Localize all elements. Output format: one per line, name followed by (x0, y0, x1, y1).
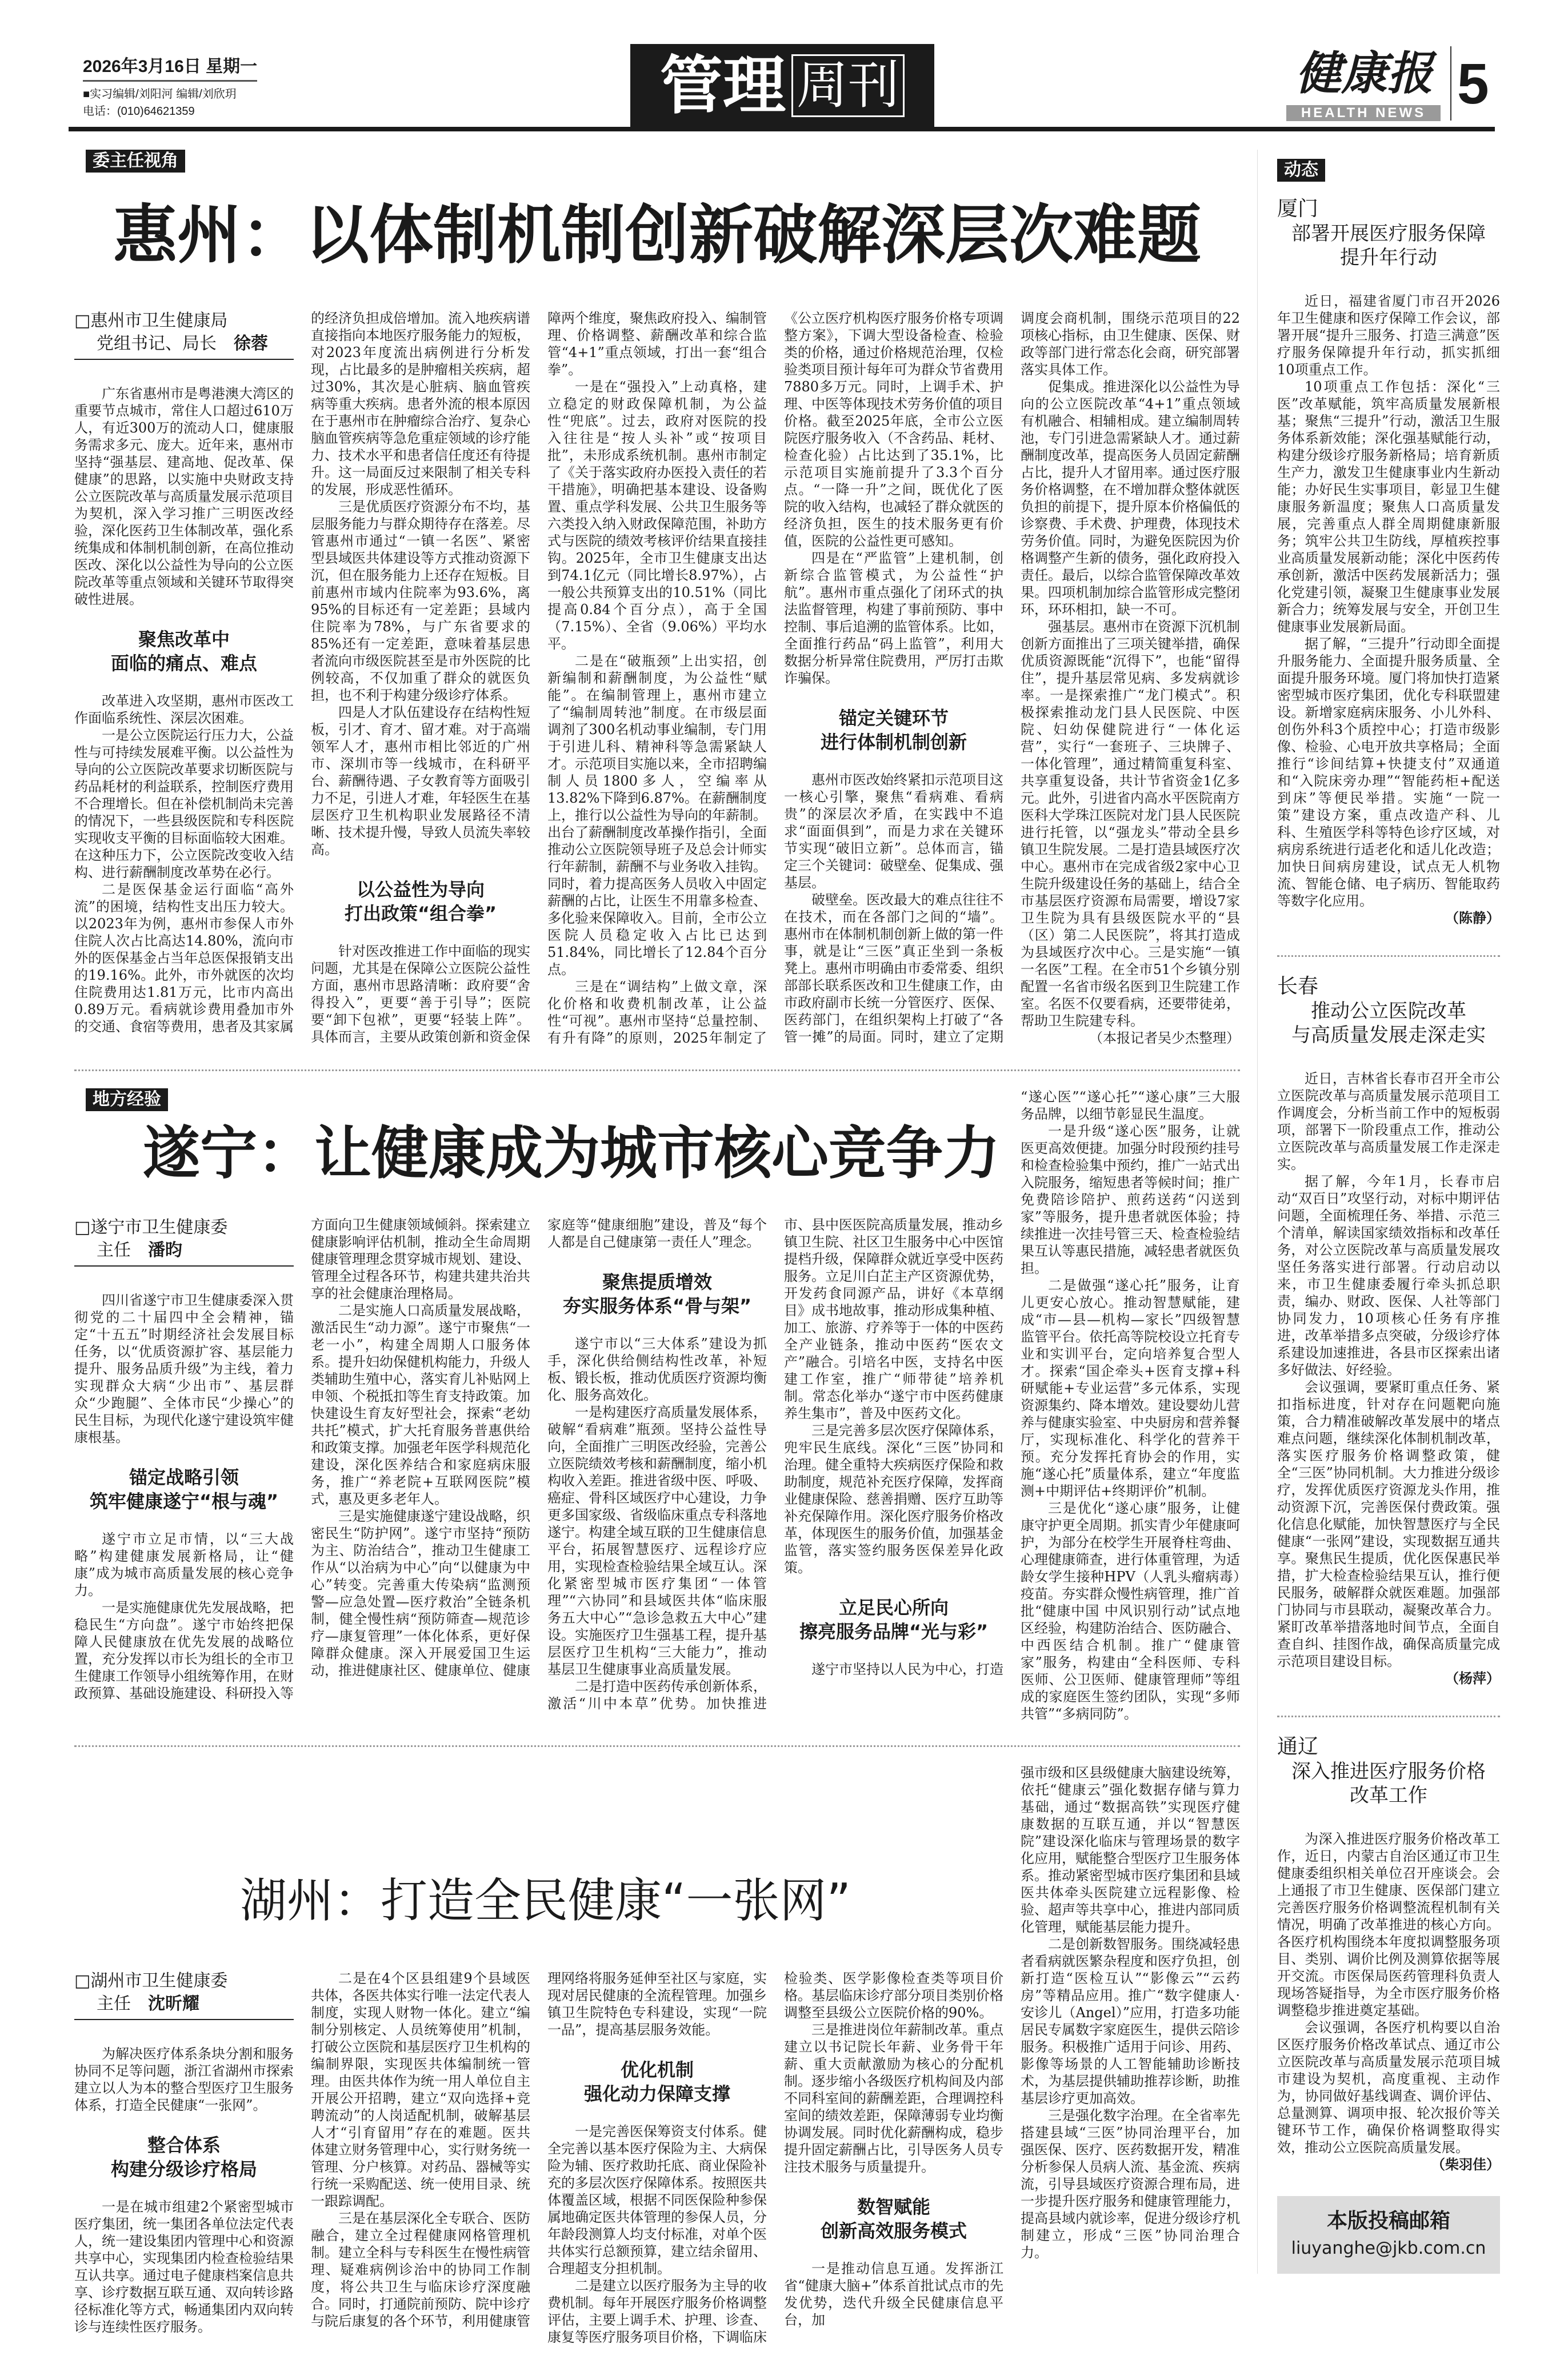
news-body (1277, 293, 1500, 927)
paragraph: 四是人才队伍建设存在结构性短板，引才、育才、留才难。对于高端领军人才，惠州市相比邻近的广州市、深圳市等一线城市，在科研平台、薪酬待遇、子女教育等方面吸引力不足，引进人才难，年轻医生在基层医疗卫生机构职业发展路径不清晰、技术提升慢，导致人员流失率较高。 (311, 704, 530, 858)
article-text (1021, 1088, 1240, 1722)
paragraph: 一是升级“遂心医”服务，让就医更高效便捷。加强分时段预约挂号和检查检验集中预约，推广一站式出入院服务，缩短患者等候时间；推广免费陪诊陪护、煎药送药“闪送到家”等服务，提升患者就医体验；持续推进一次挂号管三天、检查检验结果互认等惠民措施，减轻患者就医负担。 (1021, 1123, 1240, 1276)
byline (74, 310, 294, 360)
paragraph: 三是优质医疗资源分布不均，基层服务能力与群众期待存在落差。尽管惠州市通过“一镇一名医”、紧密型县域医共体建设等方式推动资源下沉，但在服务能力上还存在短板。目前惠州市域内住院率为93.6%，离95%的目标还有一定差距；县域内住院率为78%，与广东省要求的85%还有一定差距，意味着基层患者流向市级医院甚至是市外医院的比例较高，不仅加重了群众的就医负担，也不利于构建分级诊疗体系。 (311, 499, 530, 703)
paragraph: 二是建立以医疗服务为主导的收费机制。每年开展医疗服务价格调整评估，主要上调手术、护理、诊查、康复等医疗服务项目价格，下调临床检验类、医学影像检查类等项目价格。基层临床诊疗部分项目类别价格调整至县级公立医院价格的90%。 (547, 1970, 1003, 2345)
paragraph: 二是在4个区县组建9个县域医共体，各医共体实行唯一法定代表人制度，实现人财物一体化。建立“编制分别核定、人员统筹使用”机制，打破公立医院和基层医疗卫生机构的编制界限，实现医共体编制统一管理。由医共体作为统一用人单位自主开展公开招聘，建立“双向选择+竞聘流动”的人岗适配机制，破解基层人才“引育留用”存在的难题。医共体建立财务管理中心，实行财务统一管理、分户核算。对药品、器械等实行统一采购配送、统一使用目录、统一跟踪调配。 (311, 1970, 530, 2209)
section-tag-local-experience: 地方经验 (86, 1088, 168, 1111)
news-title-line: 部署开展医疗服务保障 (1291, 222, 1486, 245)
paragraph: 三是在“调结构”上做文章，深化价格和收费机制改革，让公益性“可视”。惠州市坚持“总量控制、有升有降”的原则，2025年制定了《公立医疗机构医疗服务价格专项调整方案》，下调大型设备检查、检验类的价格，通过价格规范治理，仅检验类项目预计每年可为群众节省费用7880多万元。同时，上调手术、护理、中医等体现技术劳务价值的项目价格。截至2025年底，全市公立医院医疗服务收入（不含药品、耗材、检查化验）占比达到了35.1%，比示范项目实施前提升了3.3个百分点。“一降一升”之间，既优化了医院的收入结构，也减轻了群众就医的经济负担，医生的技术服务更有价值，医院的公益性更可感知。 (547, 310, 1003, 1046)
article-huizhou-body (74, 310, 1240, 1047)
byline-name: 徐蓉 (234, 334, 268, 354)
news-item-changchun (1277, 974, 1500, 1687)
paragraph: 强基层。惠州市在资源下沉机制创新方面推出了三项关键举措，确保优质资源既能“沉得下”，也能“留得住”，提升基层常见病、多发病就诊率。一是探索推广“龙门模式”。积极探索推动龙门县人民医院、中医院、妇幼保健院进行“一体化运营”，实行“一套班子、三块牌子、一体化管理”，通过精简重复科室、共享重复设备，共计节省资金1亿多元。此外，引进省内高水平医院南方医科大学珠江医院对龙门县人民医院进行托管，以“强龙头”带动全县乡镇卫生院发展。二是打造县域医疗次中心。惠州市在完成省级2家中心卫生院升级建设任务的基础上，结合全市基层医疗资源布局需要，增设7家卫生院为具有县级医院水平的“县（区）第二人民医院”，将其打造成为县域医疗次中心。三是实施“一镇一名医”工程。在全市51个乡镇分别配置一名省市级名医到卫生院建工作室。名医不仅要看病，还要带徒弟，帮助卫生院建专科。 (1021, 619, 1240, 1029)
paragraph: 一是推动信息互通。发挥浙江省“健康大脑+”体系首批试点市的先发优势，迭代升级全民健康信息平台，加 (784, 2261, 1003, 2328)
article-text (74, 1970, 1003, 2346)
news-city: 厦门 (1277, 197, 1319, 221)
main-articles (74, 150, 1240, 2346)
paragraph: 三是在基层深化全专联合、医防融合，建立全过程健康网格管理机制。建立全科与专科医生在慢性病管理、疑难病例诊治中的协同工作制度，将公共卫生与临床诊疗深度融合。同时，打通院前预防、院中诊疗与院后康复的各个环节，利用健康管理网络将服务延伸至社区与家庭，实现对居民健康的全流程管理。加强乡镇卫生院特色专科建设，实现“一院一品”，提高基层服务效能。 (311, 1970, 767, 2329)
section-divider (74, 1069, 1240, 1071)
news-title-line: 提升年行动 (1340, 246, 1437, 269)
subheading: 优化机制 强化动力保障支撑 (583, 2059, 730, 2105)
article-huzhou-last-column (1021, 1764, 1240, 2261)
masthead-title-main: 管理 (660, 49, 786, 122)
paragraph: 为深入推进医疗服务价格改革工作，近日，内蒙古自治区通辽市卫生健康委组织相关单位召开座谈会。会上通报了市卫生健康、医保部门建立完善医疗服务价格调整流程机制有关情况，明确了改革推进的核心方向。各医疗机构围绕本年度拟调整服务项目、类别、调价比例及测算依据等展开交流。市医保局医药管理科负责人现场答疑指导，为全市医疗服务价格调整稳步推进奠定基础。 (1277, 1831, 1500, 2018)
subheading: 立足民心所向 擦亮服务品牌“光与彩” (799, 1597, 989, 1642)
headline-suining: 遂宁：让健康成为城市核心竞争力 (143, 1120, 1000, 1187)
article-suining-main (74, 1088, 1003, 1712)
byline-org: □湖州市卫生健康委 (74, 1971, 228, 1991)
news-title-line: 推动公立医院改革 (1311, 1000, 1466, 1023)
paragraph: 遂宁市以“三大体系”建设为抓手，深化供给侧结构性改革，补短板、锻长板，推动优质医疗资源均衡化、服务高效化。 (547, 1336, 767, 1403)
submission-email[interactable]: liuyanghe@jkb.com.cn (1291, 2238, 1486, 2258)
byline-name: 沈昕耀 (148, 1994, 199, 2014)
author-credit: （陈静） (1445, 909, 1500, 926)
byline-title: 主任 (97, 1240, 131, 1260)
editor-credits: ■实习编辑/刘阳河 编辑/刘欣玥 (83, 88, 237, 101)
paragraph: 二是实施人口高质量发展战略，激活民生“动力源”。遂宁市聚焦“一老一小”，构建全周期人口服务体系。提升妇幼保健机构能力，升级人类辅助生殖中心，落实育儿补贴网上申领、个税抵扣等生育支持政策。加快建设生育友好型社会，探索“老幼共托”模式，扩大托育服务普惠供给和政策支撑。加强老年医学科规范化建设，深化医养结合和家庭病床服务，推广“养老院+互联网医院”模式，惠及更多老年人。 (311, 1303, 530, 1507)
paragraph: 惠州市医改始终紧扣示范项目这一核心引擎，聚焦“看病难、看病贵”的深层次矛盾，在实践中不追求“面面俱到”，而是力求在关键环节实现“破旧立新”。总体而言，锚定三个关键词：破壁垒、促集成、强基层。 (784, 772, 1003, 891)
paragraph: 三是推进岗位年薪制改革。重点建立以书记院长年薪、业务骨干年薪、重大贡献激励为核心的分配机制。逐步缩小各级医疗机构间及内部不同科室间的薪酬差距，合理调控科室间的绩效差距，保障薄弱专业均衡协调发展。同时优化薪酬构成，稳步提升固定薪酬占比，引导医务人员专注技术服务与质量提升。 (784, 2022, 1003, 2175)
news-title-line: 深入推进医疗服务价格 (1291, 1760, 1486, 1783)
paragraph: 四川省遂宁市卫生健康委深入贯彻党的二十届四中全会精神，锚定“十五五”时期经济社会发展目标任务，以“优质资源扩容、基层能力提升、服务品质升级”为主线，着力实现群众大病“少出市”、基层群众“少跑腿”、全体市民“少操心”的民生目标，为现代化遂宁建设筑牢健康根基。 (74, 1292, 294, 1445)
paragraph-continued: 强市级和区县级健康大脑建设统筹，依托“健康云”强化数据存储与算力基础，通过“数据高铁”实现医疗健康数据的互联互通，并以“智慧医院”建设深化临床与管理场景的数字化应用，赋能整合型医疗卫生服务体系。推动紧密型城市医疗集团和县域医共体牵头医院建立远程影像、检验、超声等共享中心，推进内部同质化管理，赋能基层能力提升。 (1021, 1765, 1240, 1935)
subheading: 聚焦改革中 面临的痛点、难点 (110, 628, 257, 674)
paragraph: 据了解，“三提升”行动即全面提升服务能力、全面提升服务质量、全面提升服务环境。厦门将加快打造紧密型城市医疗集团，优化专科联盟建设。新增家庭病床服务、小儿外科、创伤外科3个质控中心；打造市级影像、检验、心电开放共享格局；全面推行“诊间结算+快捷支付”双通道和“入院床旁办理”“智能药柜+配送到床”等便民举措。实施“一院一策”建设方案，重点改造产科、儿科、生殖医学科等特色诊疗区域，对病房系统进行适老化和适儿化改造；加快日间病房建设，试点无人机物流、智能仓储、电子病历、智能取药等数字化应用。 (1277, 636, 1500, 909)
section-masthead (630, 44, 934, 127)
paragraph: 三是优化“遂心康”服务，让健康守护更全周期。抓实青少年健康呵护，为部分在校学生开展脊柱弯曲、心理健康筛查，进行体重管理，为适龄女学生接种HPV（人乳头瘤病毒）疫苗。夯实群众慢性病管理，推广首批“健康中国 中风识别行动”试点地区经验，构建防治结合、医防融合、中西医结合机制。推广“健康管家”服务，构建由“全科医师、专科医师、公卫医师、健康管理师”等组成的家庭医生签约团队，实现“多师共管”“多病同防”。 (1021, 1500, 1240, 1722)
news-item-xiamen (1277, 197, 1500, 927)
news-city: 通辽 (1277, 1735, 1319, 1758)
byline-org: □遂宁市卫生健康委 (74, 1217, 228, 1237)
subheading: 聚焦提质增效 夯实服务体系“骨与架” (562, 1271, 752, 1317)
submission-label: 本版投稿邮箱 (1326, 2209, 1450, 2233)
paragraph: 一是在“强投入”上动真格，建立稳定的财政保障机制，为公益性“兜底”。过去，政府对医院的投入往往是“按人头补”或“按项目批”，未形成系统机制。惠州市制定了《关于落实政府办医投入责任的若干措施》，明确把基本建设、设备购置、重点学科发展、公共卫生服务等六类投入纳入财政保障范围，补助方式与医院的绩效考核评价结果直接挂钩。2025年，全市卫生健康支出达到74.1亿元（同比增长8.97%），占一般公共预算支出的10.51%（同比提高0.84个百分点），高于全国（7.15%）、全省（9.06%）平均水平。 (547, 379, 767, 652)
byline-title: 党组书记、局长 (97, 334, 217, 354)
paragraph: 一是实施健康优先发展战略，把稳民生“方向盘”。遂宁市始终把保障人民健康放在优先发展的战略位置，充分发挥以市长为组长的全市卫生健康工作领导小组统筹作用，在财政预算、基础设施建设、科研投入等方面向卫生健康领域倾斜。探索建立健康影响评估机制，推动全生命周期健康管理理念贯穿城市规划、建设、管理全过程各环节，构建共建共治共享的社会健康治理格局。 (74, 1217, 530, 1701)
paragraph: 二是在“破瓶颈”上出实招，创新编制和薪酬制度，为公益性“赋能”。在编制管理上，惠州市建立了“编制周转池”制度。在市级层面调剂了300名机动事业编制，专门用于引进儿科、精神科等急需紧缺人才。示范项目实施以来，全市招聘编制人员1800多人，空编率从13.82%下降到6.87%。在薪酬制度上，推行以公益性为导向的年薪制。出台了薪酬制度改革操作指引，全面推动公立医院领导班子及总会计师实行年薪制，薪酬不与业务收入挂钩。同时，着力提高医务人员收入中固定薪酬的占比，让医生不用靠多检查、多化验来保障收入。目前，全市公立医院人员稳定收入占比已达到51.84%，同比增长了12.84个百分点。 (547, 653, 767, 977)
news-title-line: 改革工作 (1350, 1784, 1427, 1807)
header-rule (69, 127, 1495, 131)
news-divider (1277, 1716, 1500, 1717)
paragraph: 广东省惠州市是粤港澳大湾区的重要节点城市，常住人口超过610万人，有近300万的流动人口，健康服务需求多元、庞大。近年来，惠州市坚持“强基层、建高地、促改革、保健康”的思路，以实施中央财政支持公立医院改革与高质量发展示范项目为契机，深入学习推广三明医改经验，深化医药卫生体制改革，强化系统集成和体制机制创新，在高位推动医改、深化以公益性为导向的公立医院改革等重点领域和关键环节取得突破性进展。 (74, 386, 294, 607)
paragraph: 三是强化数字治理。在全省率先搭建县域“三医”协同治理平台，加强医保、医疗、医药数据开发，精准分析参保人员病人流、基金流、疾病流，引导县域医疗资源合理布局，进一步提升医疗服务和健康管理能力，提高县域内就诊率，促进分级诊疗机制建立，形成“三医”协同治理合力。 (1021, 2107, 1240, 2261)
submission-box (1277, 2196, 1500, 2274)
newspaper-logo: 健康报 (1295, 46, 1433, 100)
article-huzhou-body (74, 1970, 1003, 2346)
editor-phone: 电话：(010)64621359 (83, 105, 195, 118)
news-body (1277, 1830, 1500, 2173)
news-divider (1277, 955, 1500, 957)
byline (74, 1970, 294, 2020)
paragraph: 一是完善医保筹资支付体系。健全完善以基本医疗保险为主、大病保险为辅、医疗救助托底、商业保险补充的多层次医疗保障体系。按照医共体覆盖区域，根据不同医保险种参保属地确定医共体管理的参保人员，分年龄段测算人均支付标准，对单个医共体实行总额预算，建立结余留用、合理超支分担机制。 (547, 2123, 767, 2277)
logo-divider (1450, 46, 1451, 121)
author-credit: （本报记者吴少杰整理） (1089, 1030, 1240, 1046)
article-text (74, 1216, 1003, 1712)
paragraph-continued: “遂心医”“遂心托”“遂心康”三大服务品牌，以细节彰显民生温度。 (1021, 1089, 1240, 1122)
paragraph: 遂宁市坚持以人民为中心，打造 (811, 1661, 1003, 1677)
paragraph: 三是实施健康遂宁建设战略，织密民生“防护网”。遂宁市坚持“预防为主、防治结合”，推动卫生健康工作从“以治病为中心”向“以健康为中心”转变。完善重大传染病“监测预警—应急处置—医疗救治”全链条机制，健全慢性病“预防筛查—规范诊疗—康复管理”一体化体系，更好保障群众健康。深入开展爱国卫生运动，推进健康社区、健康单位、健康家庭等“健康细胞”建设，普及“每个人都是自己健康第一责任人”理念。 (311, 1217, 767, 1678)
paragraph: 二是打造中医药传承创新体系，激活“川中本草”优势。加快推进市、县中医医院高质量发展，推动乡镇卫生院、社区卫生服务中心中医馆提档升级，保障群众就近享受中医药服务。立足川白芷主产区资源优势，开发药食同源产品，讲好《本草纲目》成书地故事，推动形成集种植、加工、旅游、疗养等于一体的中医药全产业链条，推动中医药“医农文产”融合。引培名中医，支持名中医建工作室，推广“师带徒”培养机制。常态化举办“遂宁市中医药健康养生集市”，普及中医药文化。 (547, 1217, 1003, 1712)
news-city: 长春 (1277, 975, 1319, 998)
section-tag-news: 动态 (1277, 159, 1325, 182)
date-divider (83, 80, 257, 82)
paragraph: 一是在城市组建2个紧密型城市医疗集团，统一集团各单位法定代表人，统一建设集团内管理中心和资源共享中心，实现集团内检查检验结果互认共享。通过电子健康档案信息共享、诊疗数据互联互通、双向转诊路径标准化等方式，畅通集团内双向转诊与连续性医疗服务。 (74, 2199, 294, 2335)
byline (74, 1216, 294, 1267)
paragraph: 二是医保基金运行面临“高外流”的困境，结构性支出压力较大。以2023年为例，惠州市参保人市外住院人次占比高达14.80%，流向市外的医保基金占当年总医保报销支出的19.16%。此外，市外就医的次均住院费用达1.81万元，比市内高出0.89万元。看病就诊费用叠加市外的交通、食宿等费用，患者及其家属的经济负担成倍增加。流入地疾病谱直接指向本地医疗服务能力的短板，对2023年度流出病例进行分析发现，占比最多的是肿瘤相关疾病，超过30%，其次是心脏病、脑血管疾病等重大疾病。患者外流的根本原因在于惠州市在肿瘤综合治疗、复杂心脑血管疾病等急危重症领域的诊疗能力、技术水平和患者信任度还有待提升。这一局面反过来限制了相关专科的发展，形成恶性循环。 (74, 310, 530, 1035)
paragraph: 二是做强“遂心托”服务，让育儿更安心放心。推动智慧赋能，建成“市—县—机构—家长”四级智慧监管平台。依托高等院校设立托育专业和实训平台，定向培养复合型人才。探索“国企牵头+医育支撑+科研赋能+专业运营”多元体系，实现资源集约、降本增效。建设婴幼儿营养与健康实验室、中央厨房和营养餐厅，实现标准化、科学化的营养干预。充分发挥托育协会的作用，实施“遂心托”质量体系，建立“年度监测+中期评估+终期评价”机制。 (1021, 1277, 1240, 1499)
paragraph: 促集成。推进深化以公益性为导向的公立医院改革“4+1”重点领域有机融合、相辅相成。建立编制周转池，专门引进急需紧缺人才。通过薪酬制度改革，提高医务人员固定薪酬占比，提升人才留用率。通过医疗服务价格调整，在不增加群众整体就医负担的前提下，提升原本价格偏低的诊察费、手术费、护理费，体现技术劳务价值。同时，为避免医院因为价格调整产生新的债务，强化政府投入责任。最后，以综合监管保障改革效果。四项机制加综合监管形成完整闭环，环环相扣，缺一不可。 (1021, 379, 1240, 618)
paragraph: 会议强调，要紧盯重点任务、紧扣指标进度，针对存在问题靶向施策，合力精准破解改革发展中的堵点难点问题，继续深化体制机制改革，落实医疗服务价格调整政策，健全“三医”协同机制。大力推进分级诊疗，发挥优质医疗资源龙头作用，推动资源下沉，完善医保付费政策。强化信息化赋能，加快智慧医疗与全民健康“一张网”建设，实现数据互通共享。聚焦民生提质，优化医保惠民举措，扩大检查检验结果互认，推行便民服务，破解群众就医难题。加强部门协同与市县联动，凝聚改革合力。紧盯改革举措落地时间节点，全面自查自纠、挂图作战，确保高质量完成示范项目建设目标。 (1277, 1379, 1500, 1669)
paragraph: 四是在“严监管”上建机制，创新综合监管模式，为公益性“护航”。惠州市重点强化了闭环式的执法监督管理，构建了事前预防、事中控制、事后追溯的监管体系。比如，全面推行药品“码上监管”，利用大数据分析异常住院费用，严厉打击欺诈骗保。 (784, 550, 1003, 686)
paragraph: 10项重点工作包括：深化“三医”改革赋能，筑牢高质量发展新根基；聚焦“三提升”行动，激活卫生服务体系新效能；深化强基赋能行动，构建分级诊疗服务新格局；培育新质生产力，激发卫生健康事业内生新动能；办好民生实事项目，彰显卫生健康服务新温度；聚焦人口高质量发展，完善重点人群全周期健康新服务；筑牢公共卫生防线，厚植疾控事业高质量发展新动能；深化中医药传承创新，激活中医药发展新活力；强化党建引领，凝聚卫生健康事业发展新合力；统筹发展与安全，开创卫生健康事业发展新局面。 (1277, 379, 1500, 635)
paragraph: 一是构建医疗高质量发展体系，破解“看病难”瓶颈。坚持公益性导向，全面推广三明医改经验，完善公立医院绩效考核和薪酬制度，缩小机构收入差距。推进省级中医、呼吸、癌症、骨科区域医疗中心建设，力争更多国家级、省级临床重点专科落地遂宁。构建全域互联的卫生健康信息平台，拓展智慧医疗、远程诊疗应用，实现检查检验结果全域互认。深化紧密型城市医疗集团“一体管理”“六协同”和县域医共体“临床服务五大中心”“急诊急救五大中心”建设。实施医疗卫生强基工程，提升基层医疗卫生机构“三大能力”，推动基层卫生健康事业高质量发展。 (547, 1404, 767, 1677)
headline-huzhou: 湖州：打造全民健康“一张网” (240, 1874, 851, 1928)
headline-huizhou: 惠州：以体制机制创新破解深层次难题 (113, 198, 1201, 273)
byline-org: □惠州市卫生健康局 (74, 311, 228, 331)
newspaper-logo-english: HEALTH NEWS (1286, 105, 1441, 121)
byline-name: 潘昀 (148, 1240, 182, 1260)
paragraph: 据了解，今年1月，长春市启动“双百日”攻坚行动，对标中期评估问题，全面梳理任务、举措、示范三个清单，解读国家绩效指标和改革任务，对公立医院改革与高质量发展攻坚任务落实进行部署。行动启动以来，市卫生健康委履行牵头抓总职责，编办、财政、医保、人社等部门协同发力，10项核心任务有序推进，改革举措多点突破，分级诊疗体系建设加速推进，各县市区探索出诸多好做法、好经验。 (1277, 1173, 1500, 1378)
paragraph: 近日，福建省厦门市召开2026年卫生健康和医疗保障工作会议，部署开展“提升三服务、打造三满意”医疗服务保障提升年行动，抓实抓细10项重点工作。 (1277, 293, 1500, 378)
page-number: 5 (1457, 52, 1489, 116)
article-text (1021, 1764, 1240, 2261)
paragraph: 针对医改推进工作中面临的现实问题，尤其是在保障公立医院公益性方面，惠州市思路清晰：政府要“舍得投入”，更要“善于引导”；医院要“卸下包袱”，更要“轻装上阵”。具体而言，主要从政策创新和资金保障两个维度，聚焦政府投入、编制管理、价格调整、薪酬改革和综合监管“4+1”重点领域，打出一套“组合拳”。 (311, 310, 767, 1045)
section-tag-director-view: 委主任视角 (86, 150, 185, 173)
paragraph: 改革进入攻坚期，惠州市医改工作面临系统性、深层次困难。 (74, 693, 294, 726)
subheading: 以公益性为导向 打出政策“组合拳” (344, 879, 497, 924)
article-suining-body (74, 1216, 1003, 1712)
subheading: 整合体系 构建分级诊疗格局 (110, 2134, 257, 2180)
news-sidebar (1257, 150, 1500, 2274)
article-huzhou (74, 1764, 1240, 2346)
paragraph: 破壁垒。医改最大的难点往往不在技术，而在各部门之间的“墙”。惠州市在体制机制创新上做的第一件事，就是让“三医”真正坐到一条板凳上。惠州市明确由市委常委、组织部部长联系医改和卫生健康工作，由市政府副市长统一分管医疗、医保、医药部门，在组织架构上打破了“各管一摊”的局面。同时，建立了定期调度会商机制，围绕示范项目的22项核心指标，由卫生健康、医保、财政等部门进行常态化会商，研究部署落实具体工作。 (784, 310, 1240, 1045)
news-item-tongliao (1277, 1734, 1500, 2173)
subheading: 锚定战略引领 筑牢健康遂宁“根与魂” (89, 1467, 279, 1512)
page-body (0, 150, 1564, 2380)
author-credit: （杨萍） (1445, 1670, 1500, 1686)
article-suining-last-column (1021, 1088, 1240, 1722)
news-title-line: 与高质量发展走深走实 (1291, 1024, 1486, 1047)
subheading: 数智赋能 创新高效服务模式 (820, 2196, 967, 2242)
paragraph: 遂宁市立足市情，以“三大战略”构建健康发展新格局，让“健康”成为城市高质量发展的核心竞争力。 (74, 1531, 294, 1598)
paragraph: 二是创新数智服务。围绕减轻患者看病就医繁杂程度和医疗负担，创新打造“医检互认”“影像云”“云药房”等精品应用。推广“数字健康人·安诊儿（Angel）”应用，打造多功能居民专属数字家庭医生，提供云陪诊服务。积极推广适用于问诊、用药、影像等场景的人工智能辅助诊断技术，为基层提供辅助推荐诊断，助推基层诊疗更加高效。 (1021, 1936, 1240, 2106)
article-suining (74, 1088, 1240, 1722)
paragraph: 近日，吉林省长春市召开全市公立医院改革与高质量发展示范项目工作调度会，分析当前工作中的短板弱项，部署下一阶段重点工作，推动公立医院改革与高质量发展工作走深走实。 (1277, 1071, 1500, 1172)
paragraph: 一是公立医院运行压力大，公益性与可持续发展难平衡。以公益性为导向的公立医院改革要求切断医院与药品耗材的利益联系，控制医疗费用不合理增长。但在补偿机制尚未完善的情况下，一些县级医院和专科医院实现收支平衡的目标面临较大困难。在这种压力下，公立医院改变收入结构、进行薪酬制度改革势在必行。 (74, 727, 294, 880)
subheading: 锚定关键环节 进行体制机制创新 (820, 707, 967, 753)
byline-title: 主任 (97, 1994, 131, 2014)
paragraph: 会议强调，各医疗机构要以自治区医疗服务价格改革试点、通辽市公立医院改革与高质量发展示范项目城市建设为契机，高度重视、主动作为，协同做好基线调查、调价评估、总量测算、调项申报、轮次报价等关键环节工作，确保价格调整取得实效，推动公立医院高质量发展。 (1277, 2020, 1500, 2155)
author-credit: （柴羽佳） (1431, 2156, 1500, 2173)
section-divider (74, 1745, 1240, 1747)
page-header (0, 0, 1564, 150)
news-body (1277, 1070, 1500, 1687)
article-text (74, 310, 1240, 1047)
paragraph: 三是完善多层次医疗保障体系，兜牢民生底线。深化“三医”协同和治理。健全重特大疾病医疗保险和救助制度，规范补充医疗保障，发挥商业健康保险、慈善捐赠、医疗互助等补充保障作用。深化医疗服务价格改革，体现医生的服务价值，加强基金监管，落实签约服务医保差异化政策。 (784, 1423, 1003, 1576)
article-huzhou-main (74, 1764, 1003, 2346)
paragraph: 为解决医疗体系条块分割和服务协同不足等问题，浙江省湖州市探索建立以人为本的整合型医疗卫生服务体系，打造全民健康“一张网”。 (74, 2046, 294, 2113)
masthead-title-sub: 周刊 (791, 54, 905, 117)
issue-date: 2026年3月16日 星期一 (83, 57, 258, 76)
